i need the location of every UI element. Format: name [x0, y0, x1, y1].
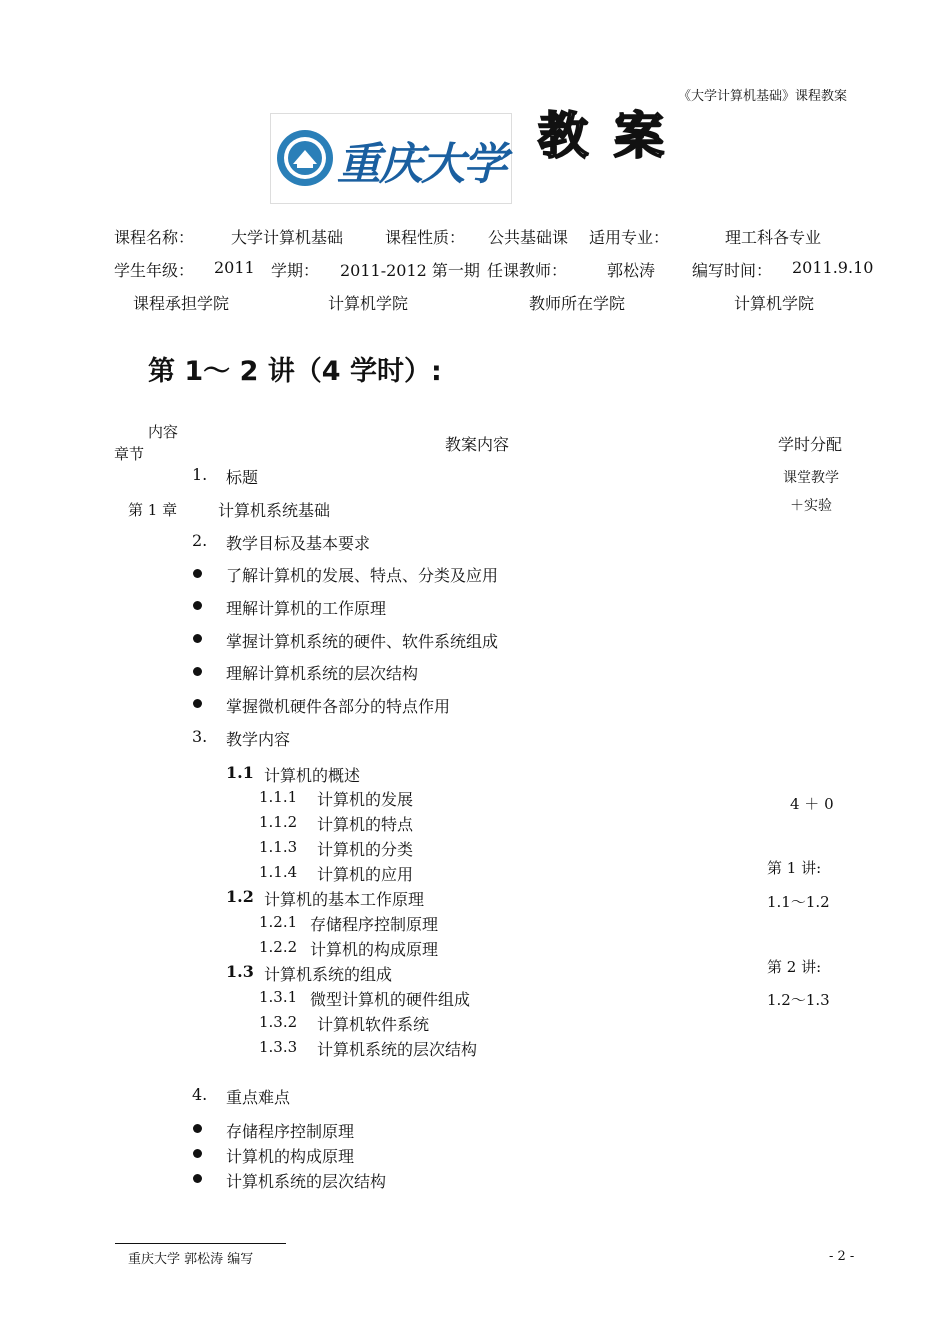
lecture2-label: 第 2 讲:	[767, 958, 822, 976]
sec3-title: 教学内容	[226, 730, 291, 749]
toc-num: 1.3.3	[259, 1038, 298, 1056]
keypoint-item: 存储程序控制原理	[226, 1122, 355, 1141]
hours-mode-line2: ＋实验	[790, 498, 832, 514]
objective-item: 理解计算机的工作原理	[226, 599, 387, 618]
teacher: 郭松涛	[607, 261, 656, 280]
sec2-title: 教学目标及基本要求	[226, 534, 371, 553]
toc-text: 计算机的特点	[317, 815, 414, 834]
toc-num: 1.2.2	[259, 938, 298, 956]
sec4-num: 4.	[192, 1085, 208, 1104]
header-hours: 学时分配	[778, 435, 843, 454]
header-plan-content: 教案内容	[445, 435, 510, 454]
course-type: 公共基础课	[488, 228, 569, 247]
college-label: 课程承担学院	[133, 294, 230, 313]
lecture-heading: 第 1～ 2 讲（4 学时）:	[148, 356, 442, 387]
bullet-icon	[193, 1124, 202, 1133]
lecture1-range: 1.1～1.2	[767, 893, 830, 911]
hours-mode-line1: 课堂教学	[783, 470, 839, 486]
keypoint-item: 计算机的构成原理	[226, 1147, 355, 1166]
lecture2-range: 1.2～1.3	[767, 991, 830, 1009]
header-chapter-label: 章节	[114, 445, 145, 463]
major: 理工科各专业	[725, 228, 822, 247]
course-type-label: 课程性质：	[385, 228, 466, 247]
toc-num: 1.1.4	[259, 863, 298, 881]
bullet-icon	[193, 667, 202, 676]
objective-item: 掌握计算机系统的硬件、软件系统组成	[226, 632, 499, 651]
toc-num: 1.3.2	[259, 1013, 298, 1031]
toc-text: 计算机的构成原理	[310, 940, 439, 959]
objective-item: 了解计算机的发展、特点、分类及应用	[226, 566, 499, 585]
sec4-title: 重点难点	[226, 1088, 291, 1107]
bullet-icon	[193, 1149, 202, 1158]
sec1-value: 计算机系统基础	[218, 501, 331, 520]
toc-num: 1.1	[226, 763, 254, 782]
toc-num: 1.1.1	[259, 788, 298, 806]
toc-text: 计算机的发展	[317, 790, 414, 809]
footer-divider	[115, 1243, 286, 1244]
teacher-label: 任课教师：	[487, 261, 568, 280]
toc-num: 1.3.1	[259, 988, 298, 1006]
logo-name-text: 重庆大学	[337, 139, 505, 190]
doc-title: 教案	[538, 107, 690, 165]
grade-label: 学生年级：	[114, 261, 195, 280]
toc-text: 计算机系统的层次结构	[317, 1040, 478, 1059]
bullet-icon	[193, 601, 202, 610]
toc-num: 1.2.1	[259, 913, 298, 931]
running-header: 《大学计算机基础》课程教案	[678, 89, 848, 104]
term: 2011-2012 第一期	[340, 261, 480, 280]
college: 计算机学院	[328, 294, 409, 313]
major-label: 适用专业：	[589, 228, 670, 247]
sec1-title: 标题	[226, 468, 259, 487]
keypoint-item: 计算机系统的层次结构	[226, 1172, 387, 1191]
course-name-label: 课程名称：	[114, 228, 195, 247]
sec1-num: 1.	[192, 465, 208, 484]
footer-author: 重庆大学 郭松涛 编写	[128, 1252, 254, 1267]
chapter-label: 第 1 章	[128, 501, 178, 519]
toc-text: 计算机系统的组成	[264, 965, 393, 984]
toc-text: 计算机软件系统	[317, 1015, 430, 1034]
toc-text: 计算机的基本工作原理	[264, 890, 425, 909]
page-number: - 2 -	[829, 1249, 855, 1264]
toc-text: 计算机的分类	[317, 840, 414, 859]
teacher-college: 计算机学院	[734, 294, 815, 313]
lecture1-label: 第 1 讲:	[767, 859, 822, 877]
sec2-num: 2.	[192, 531, 208, 550]
sec3-num: 3.	[192, 727, 208, 746]
term-label: 学期：	[271, 261, 320, 280]
toc-text: 微型计算机的硬件组成	[310, 990, 471, 1009]
header-content-label: 内容	[148, 423, 179, 441]
teacher-college-label: 教师所在学院	[529, 294, 626, 313]
grade: 2011	[214, 258, 255, 277]
bullet-icon	[193, 569, 202, 578]
toc-text: 计算机的概述	[264, 766, 361, 785]
hours-total: 4 ＋ 0	[790, 795, 834, 813]
toc-text: 计算机的应用	[317, 865, 414, 884]
bullet-icon	[193, 1174, 202, 1183]
bullet-icon	[193, 634, 202, 643]
toc-num: 1.1.3	[259, 838, 298, 856]
date-label: 编写时间：	[692, 261, 773, 280]
toc-text: 存储程序控制原理	[310, 915, 439, 934]
course-name: 大学计算机基础	[231, 228, 344, 247]
objective-item: 理解计算机系统的层次结构	[226, 664, 419, 683]
toc-num: 1.2	[226, 887, 254, 906]
date: 2011.9.10	[792, 258, 874, 277]
bullet-icon	[193, 699, 202, 708]
objective-item: 掌握微机硬件各部分的特点作用	[226, 697, 451, 716]
toc-num: 1.3	[226, 962, 254, 981]
toc-num: 1.1.2	[259, 813, 298, 831]
university-logo	[270, 113, 512, 204]
